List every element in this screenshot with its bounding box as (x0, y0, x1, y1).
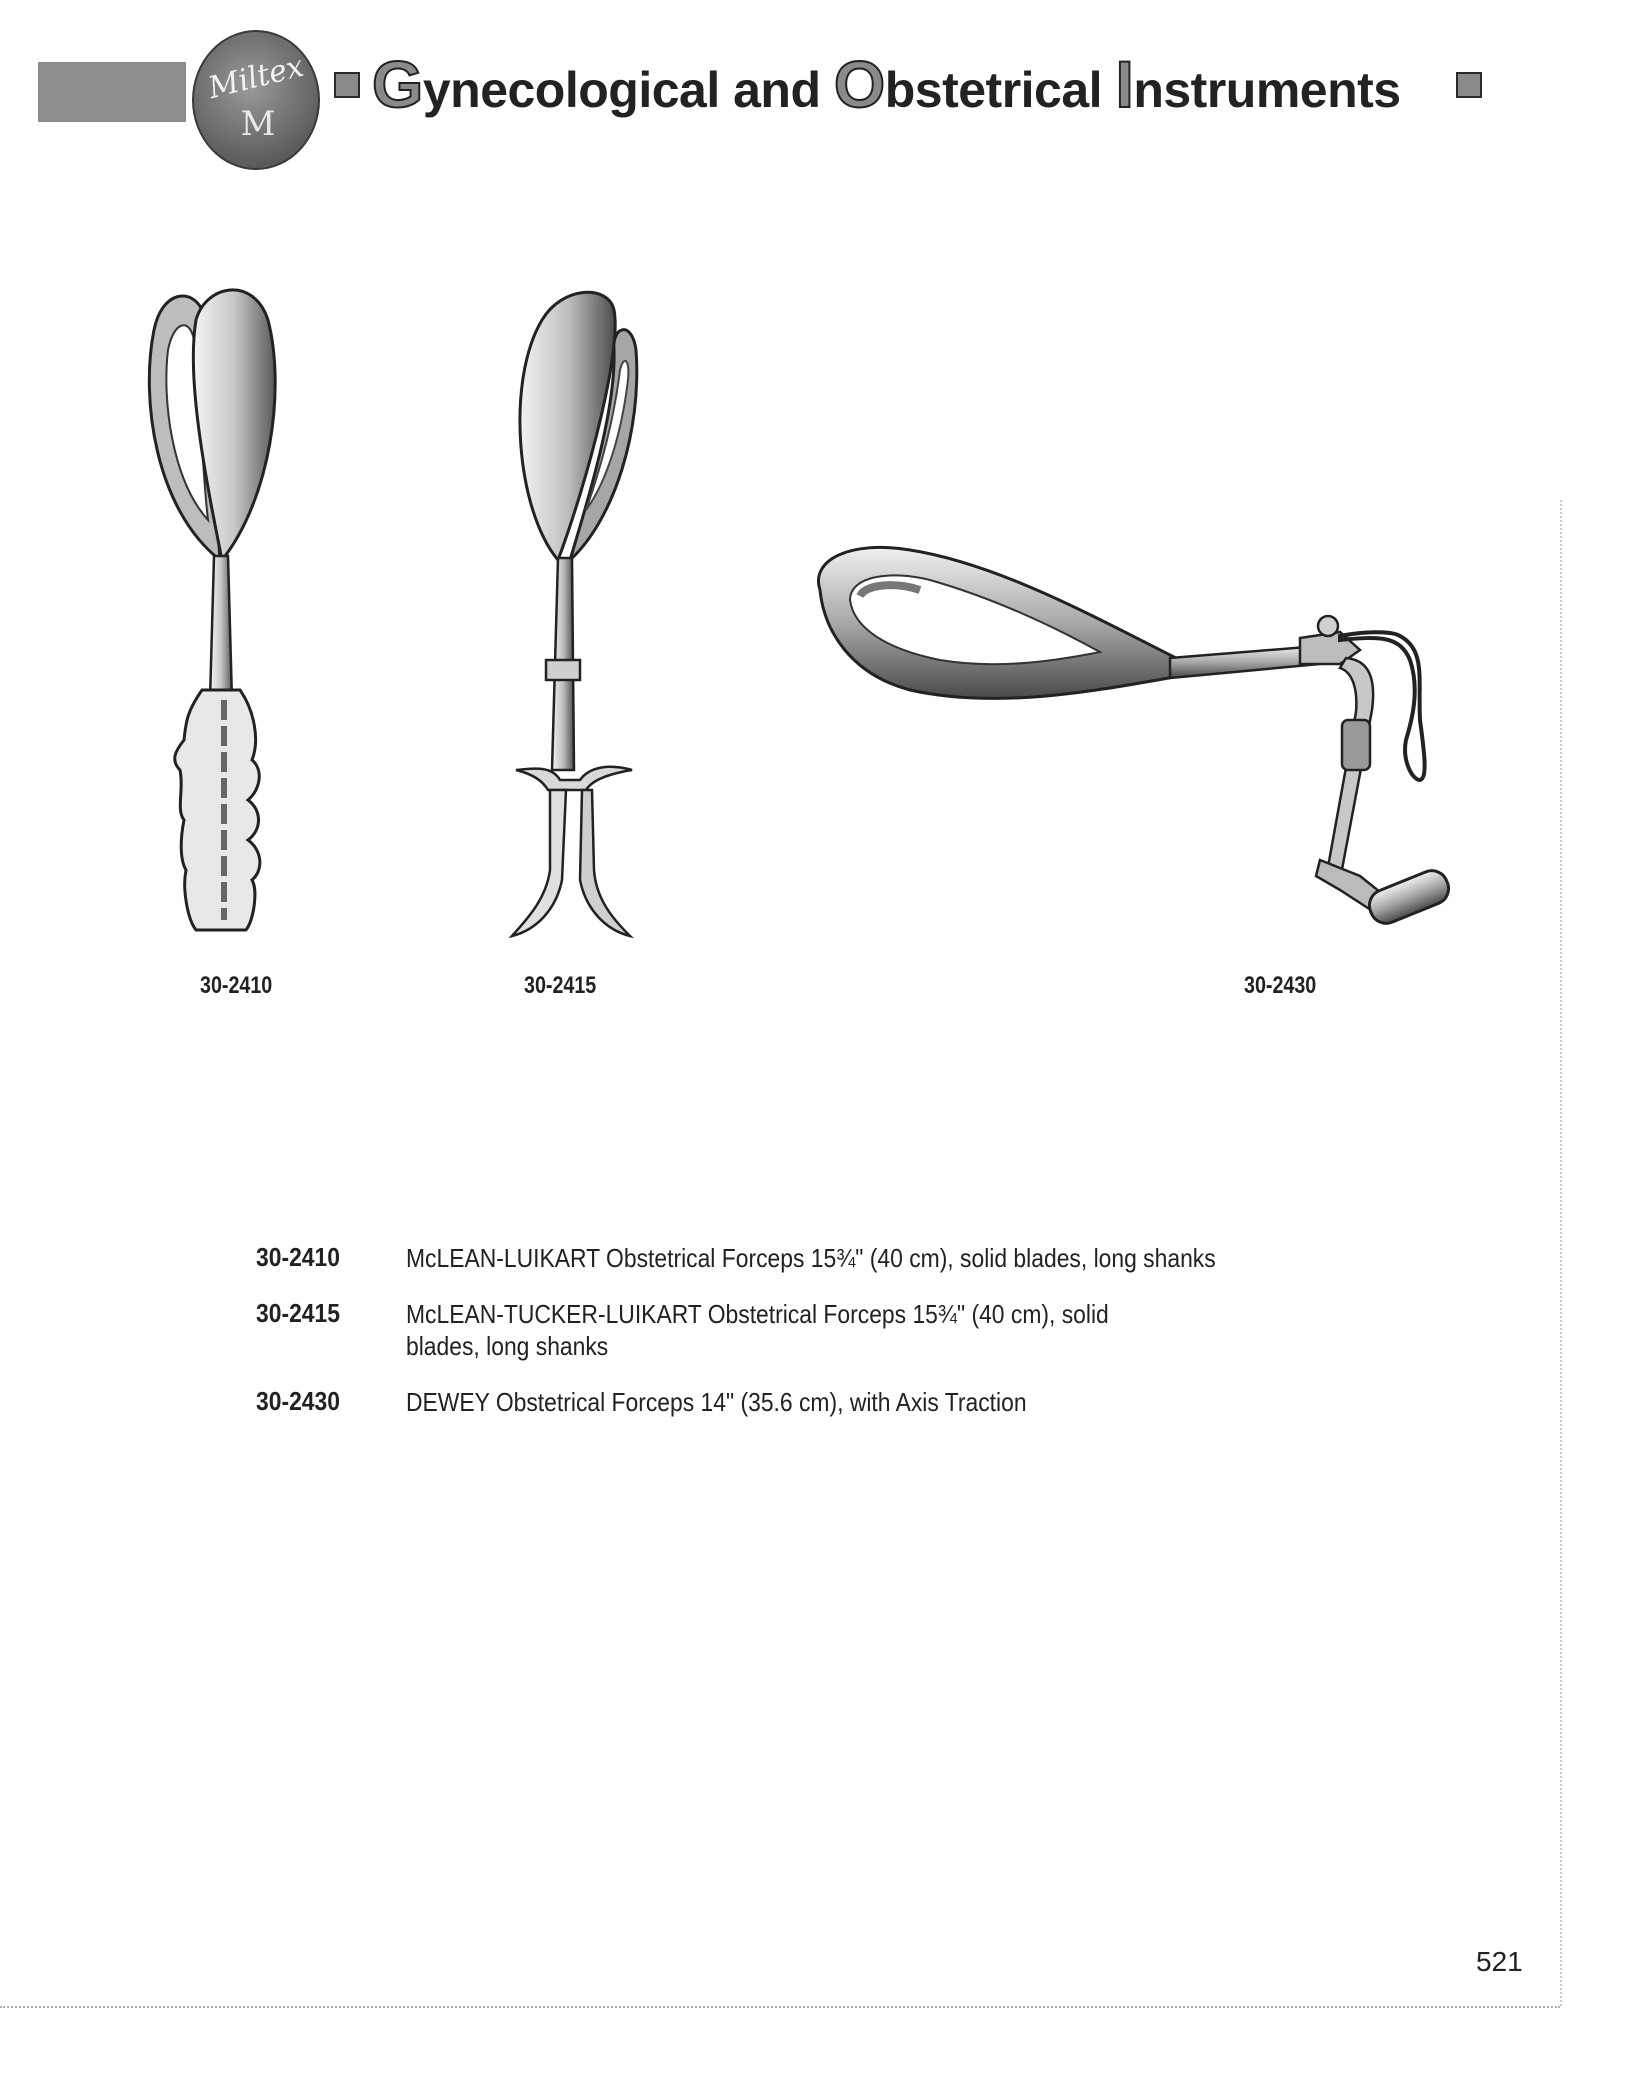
figure-label: 30-2410 (200, 972, 273, 999)
catalog-number: 30-2415 (256, 1298, 340, 1328)
catalog-entry (256, 1298, 1356, 1362)
catalog-description: McLEAN-TUCKER-LUIKART Obstetrical Forceps 15¾" (40 cm), solid blades, long shanks (406, 1299, 1109, 1361)
header-square-right (1456, 72, 1482, 98)
axis-traction-forceps-icon (800, 540, 1460, 960)
forceps-finger-guard-icon (496, 280, 646, 960)
logo-script: Miltex (204, 48, 308, 107)
catalog-number: 30-2410 (256, 1242, 340, 1272)
page-number: 521 (1476, 1946, 1523, 1977)
figure-label: 30-2430 (1244, 972, 1317, 999)
catalog-list (256, 1242, 1356, 1442)
header-square-left (334, 72, 360, 98)
catalog-entry (256, 1386, 1356, 1418)
page-title: Gynecological and Obstetrical Instruments (372, 47, 1401, 121)
logo-monogram: M (240, 104, 272, 144)
catalog-description: DEWEY Obstetrical Forceps 14" (35.6 cm), with Axis Traction (406, 1387, 1027, 1417)
forceps-grip-handle-icon (136, 280, 306, 960)
footer-rule (0, 2006, 1560, 2008)
miltex-logo (192, 30, 320, 170)
figure-label: 30-2415 (524, 972, 597, 999)
catalog-number: 30-2430 (256, 1386, 340, 1416)
catalog-entry (256, 1242, 1356, 1274)
header-band (38, 62, 186, 122)
right-margin-rule (1560, 500, 1562, 2006)
catalog-description: McLEAN-LUIKART Obstetrical Forceps 15¾" (40 cm), solid blades, long shanks (406, 1243, 1216, 1273)
